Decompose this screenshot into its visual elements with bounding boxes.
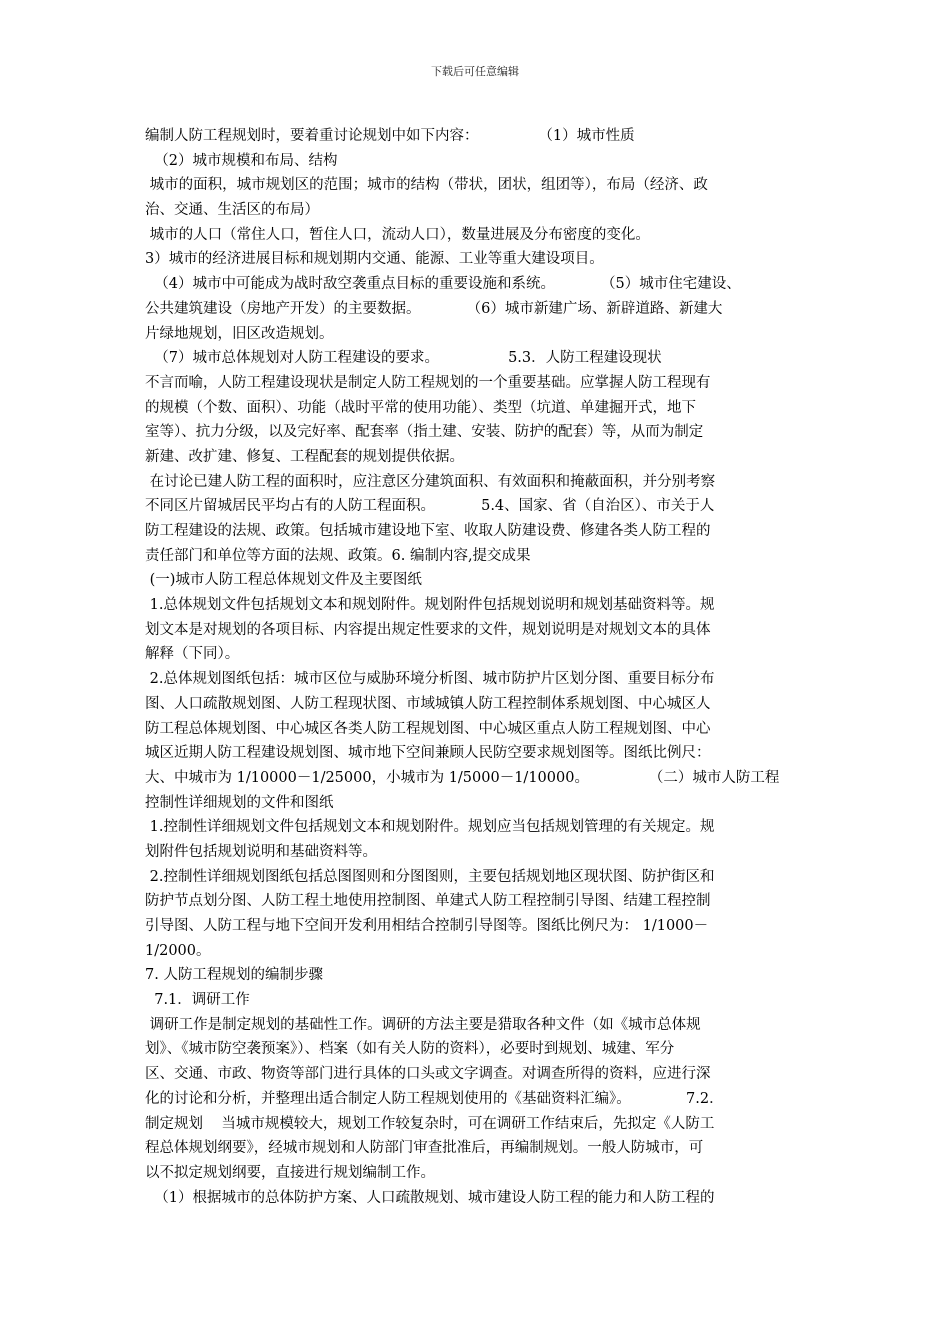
text-line: 1.总体规划文件包括规划文本和规划附件。规划附件包括规划说明和规划基础资料等。规 [145,597,715,614]
text-line: 划附件包括规划说明和基础资料等。 [145,843,377,860]
text-line: 1/2000。 [145,942,211,959]
text-line: （2）城市规模和布局、结构 [145,152,338,169]
text-line: （1）根据城市的总体防护方案、人口疏散规划、城市建设人防工程的能力和人防工程的 [145,1189,715,1206]
page-header: 下载后可任意编辑 [431,65,519,78]
text-line: 解释（下同）。 [145,646,240,663]
text-line: 区、交通、市政、物资等部门进行具体的口头或文字调查。对调查所得的资料，应进行深 [145,1066,711,1083]
text-line: 制定规划 当城市规模较大，规划工作较复杂时，可在调研工作结束后，先拟定《人防工 [145,1115,715,1132]
text-line: 2.总体规划图纸包括：城市区位与威胁环境分析图、城市防护片区划分图、重要目标分布 [145,671,715,688]
text-line: 防工程总体规划图、中心城区各类人防工程规划图、中心城区重点人防工程规划图、中心 [145,720,711,737]
text-line: 程总体规划纲要》，经城市规划和人防部门审查批准后，再编制规划。一般人防城市，可 [145,1140,704,1157]
text-line: 1.控制性详细规划文件包括规划文本和规划附件。规划应当包括规划管理的有关规定。规 [145,819,715,836]
text-line: 室等）、抗力分级，以及完好率、配套率（指土建、安装、防护的配套）等，从而为制定 [145,424,704,441]
text-line: 化的讨论和分析，并整理出适合制定人防工程规划使用的《基础资料汇编》。 7.2． [145,1090,724,1107]
text-line: 图、人口疏散规划图、人防工程现状图、市域城镇人防工程控制体系规划图、中心城区人 [145,695,711,712]
text-line: 片绿地规划，旧区改造规划。 [145,325,334,342]
text-line: (一)城市人防工程总体规划文件及主要图纸 [145,572,422,589]
text-line: 城区近期人防工程建设规划图、城市地下空间兼顾人民防空要求规划图等。图纸比例尺： [145,745,711,762]
text-line: 防工程建设的法规、政策。包括城市建设地下室、收取人防建设费、修建各类人防工程的 [145,523,711,539]
document-body [145,124,815,1210]
text-line: 以不拟定规划纲要，直接进行规划编制工作。 [145,1164,435,1181]
text-line: （7）城市总体规划对人防工程建设的要求。 5.3．人防工程建设现状 [145,350,662,367]
text-line: 3）城市的经济进展目标和规划期内交通、能源、工业等重大建设项目。 [145,251,604,268]
text-line: 划文本是对规划的各项目标、内容提出规定性要求的文件，规划说明是对规划文本的具体 [145,621,711,638]
text-line: 治、交通、生活区的布局） [145,202,319,219]
text-line: 控制性详细规划的文件和图纸 [145,794,334,811]
text-line: 在讨论已建人防工程的面积时，应注意区分建筑面积、有效面积和掩蔽面积，并分别考察 [145,473,716,490]
text-line: 划》、《城市防空袭预案》）、档案（如有关人防的资料），必要时到规划、城建、军分 [145,1041,675,1058]
text-line: 7.1．调研工作 [145,992,250,1009]
text-line: 的规模（个数、面积）、功能（战时平常的使用功能）、类型（坑道、单建掘开式，地下 [145,399,696,416]
text-line: 7. 人防工程规划的编制步骤 [145,967,323,984]
text-line: 不言而喻，人防工程建设现状是制定人防工程规划的一个重要基础。应掌握人防工程现有 [145,374,711,391]
text-line: 责任部门和单位等方面的法规、政策。6. 编制内容,提交成果 [145,547,531,564]
text-line: 编制人防工程规划时，要着重讨论规划中如下内容： （1）城市性质 [145,128,635,144]
text-line: 城市的面积，城市规划区的范围；城市的结构（带状，团状，组团等），布局（经济、政 [145,177,708,194]
text-line: （4）城市中可能成为战时敌空袭重点目标的重要设施和系统。 （5）城市住宅建设、 [145,276,741,293]
text-line: 新建、改扩建、修复、工程配套的规划提供依据。 [145,448,464,465]
text-line: 防护节点划分图、人防工程土地使用控制图、单建式人防工程控制引导图、结建工程控制 [145,893,711,910]
text-line: 调研工作是制定规划的基础性工作。调研的方法主要是猎取各种文件（如《城市总体规 [145,1016,701,1033]
text-line: 城市的人口（常住人口，暂住人口，流动人口），数量进展及分布密度的变化。 [145,226,650,243]
text-line: 2.控制性详细规划图纸包括总图图则和分图图则，主要包括规划地区现状图、防护街区和 [145,868,715,885]
text-line: 不同区片留城居民平均占有的人防工程面积。 5.4、国家、省（自治区）、市关于人 [145,498,715,515]
text-line: 公共建筑建设（房地产开发）的主要数据。 （6）城市新建广场、新辟道路、新建大 [145,300,723,317]
text-line: 大、中城市为 1/10000－1/25000，小城市为 1/5000－1/10000。 （二）城市人防工程 [145,769,780,786]
text-line: 引导图、人防工程与地下空间开发利用相结合控制引导图等。图纸比例尺为： 1/1000－ [145,918,709,934]
